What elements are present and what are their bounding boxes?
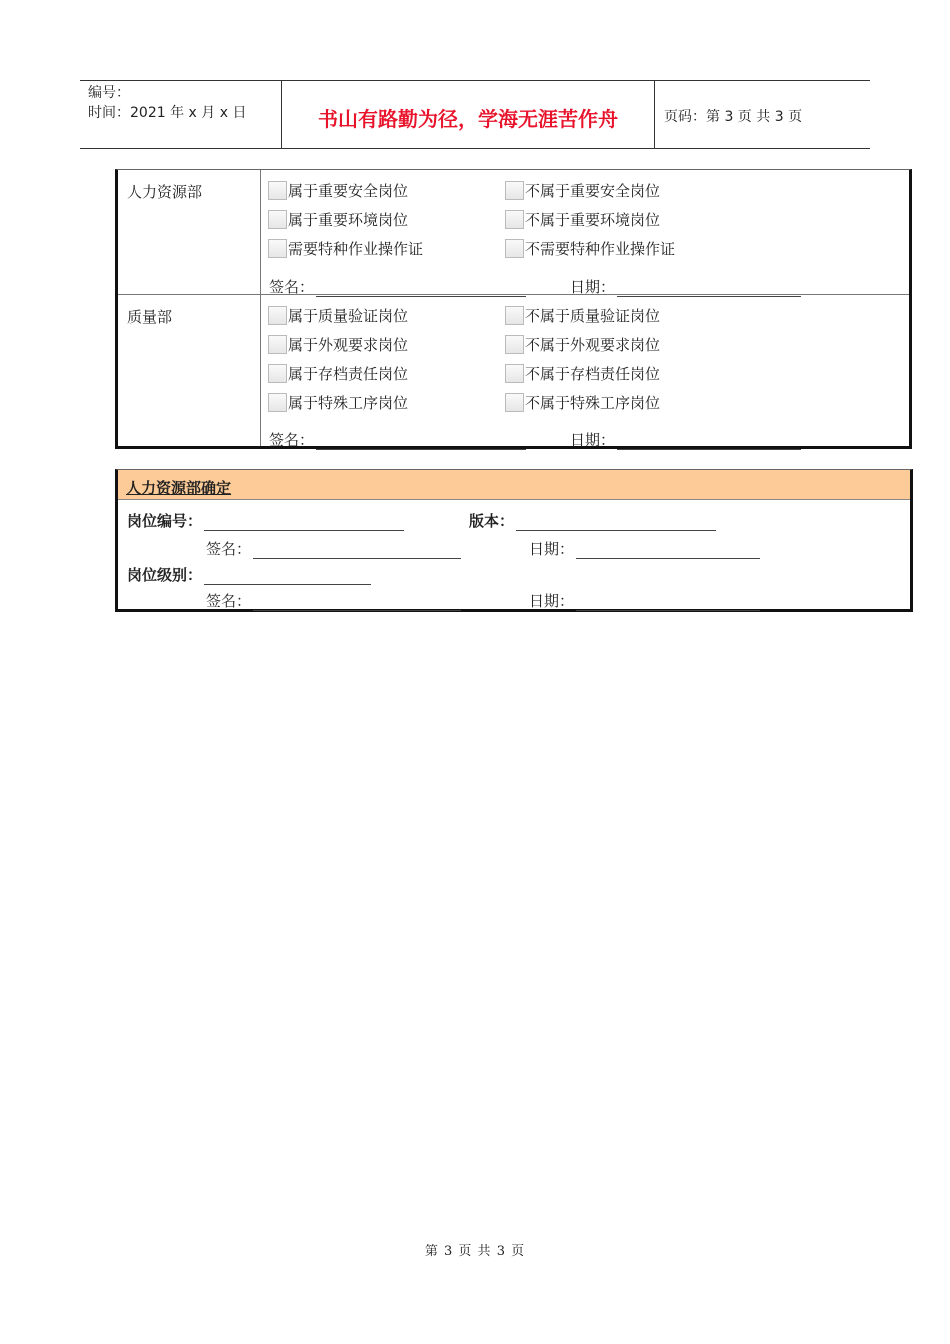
post-level-field[interactable]: 岗位级别： bbox=[127, 564, 371, 585]
checkbox-icon[interactable] bbox=[505, 335, 524, 354]
hr-confirm-table bbox=[115, 469, 913, 612]
hr-option-right-1[interactable]: 不属于重要环境岗位 bbox=[505, 208, 660, 230]
checkbox-icon[interactable] bbox=[505, 393, 524, 412]
confirm-signature-field-1[interactable]: 签名： bbox=[206, 538, 461, 559]
hr-option-left-1[interactable]: 属于重要环境岗位 bbox=[268, 208, 408, 230]
header-page-info: 页码：第 3 页 共 3 页 bbox=[664, 109, 803, 125]
assessment-table bbox=[115, 169, 912, 449]
hr-option-left-0[interactable]: 属于重要安全岗位 bbox=[268, 179, 408, 201]
quality-option-right-3[interactable]: 不属于特殊工序岗位 bbox=[505, 391, 660, 413]
dept-hr-label: 人力资源部 bbox=[127, 183, 203, 201]
quality-option-right-2[interactable]: 不属于存档责任岗位 bbox=[505, 362, 660, 384]
document-number-label: 编号： bbox=[88, 85, 130, 101]
quality-option-left-2[interactable]: 属于存档责任岗位 bbox=[268, 362, 408, 384]
header-motto: 书山有路勤为径，学海无涯苦作舟 bbox=[318, 107, 618, 131]
header-meta bbox=[88, 83, 246, 123]
checkbox-icon[interactable] bbox=[505, 364, 524, 383]
confirm-signature-field-2[interactable]: 签名： bbox=[206, 590, 461, 611]
checkbox-icon[interactable] bbox=[268, 181, 287, 200]
quality-option-left-3[interactable]: 属于特殊工序岗位 bbox=[268, 391, 408, 413]
hr-option-right-2[interactable]: 不需要特种作业操作证 bbox=[505, 237, 675, 259]
document-time: 时间：2021 年 x 月 x 日 bbox=[88, 105, 247, 121]
quality-option-left-0[interactable]: 属于质量验证岗位 bbox=[268, 304, 408, 326]
quality-option-left-1[interactable]: 属于外观要求岗位 bbox=[268, 333, 408, 355]
post-number-field[interactable]: 岗位编号： bbox=[127, 510, 404, 531]
hr-date-field[interactable]: 日期： bbox=[570, 276, 801, 297]
checkbox-icon[interactable] bbox=[268, 239, 287, 258]
page-header bbox=[80, 80, 870, 149]
column-divider bbox=[260, 170, 261, 446]
quality-option-right-0[interactable]: 不属于质量验证岗位 bbox=[505, 304, 660, 326]
checkbox-icon[interactable] bbox=[505, 239, 524, 258]
confirm-date-field-1[interactable]: 日期： bbox=[529, 538, 760, 559]
version-field[interactable]: 版本： bbox=[469, 510, 716, 531]
confirm-title: 人力资源部确定 bbox=[126, 479, 232, 497]
checkbox-icon[interactable] bbox=[268, 210, 287, 229]
confirm-date-field-2[interactable]: 日期： bbox=[529, 590, 760, 611]
page-footer: 第 3 页 共 3 页 bbox=[424, 1244, 526, 1259]
checkbox-icon[interactable] bbox=[268, 393, 287, 412]
checkbox-icon[interactable] bbox=[505, 306, 524, 325]
checkbox-icon[interactable] bbox=[505, 210, 524, 229]
checkbox-icon[interactable] bbox=[268, 335, 287, 354]
hr-option-left-2[interactable]: 需要特种作业操作证 bbox=[268, 237, 423, 259]
header-divider bbox=[654, 81, 655, 149]
hr-signature-field[interactable]: 签名： bbox=[269, 276, 526, 297]
hr-option-right-0[interactable]: 不属于重要安全岗位 bbox=[505, 179, 660, 201]
quality-signature-field[interactable]: 签名： bbox=[269, 429, 526, 450]
checkbox-icon[interactable] bbox=[505, 181, 524, 200]
quality-option-right-1[interactable]: 不属于外观要求岗位 bbox=[505, 333, 660, 355]
confirm-header-bar bbox=[118, 470, 910, 500]
dept-quality-label: 质量部 bbox=[127, 308, 173, 326]
quality-date-field[interactable]: 日期： bbox=[570, 429, 801, 450]
checkbox-icon[interactable] bbox=[268, 306, 287, 325]
checkbox-icon[interactable] bbox=[268, 364, 287, 383]
